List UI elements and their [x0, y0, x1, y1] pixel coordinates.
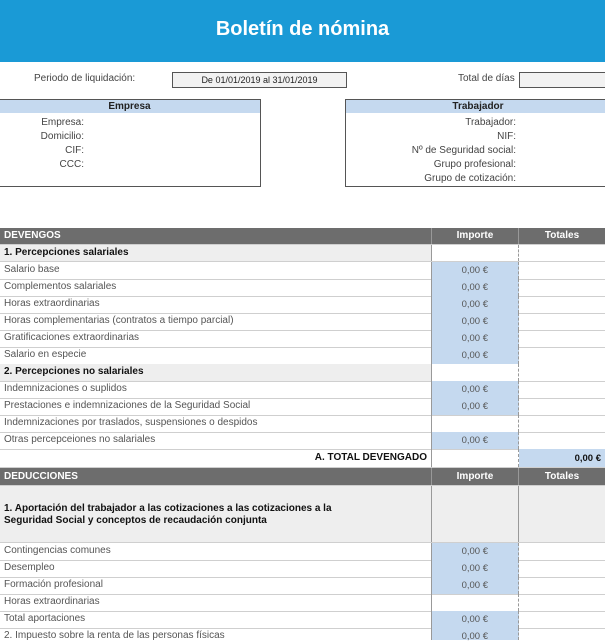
table-row	[0, 543, 605, 561]
trabajador-panel	[345, 99, 605, 187]
total-devengado-row	[0, 449, 605, 468]
table-row	[0, 279, 605, 297]
row-label: Horas complementarias (contratos a tiempo parcial)	[4, 315, 234, 326]
importe-cell[interactable]: 0,00 €	[461, 614, 488, 625]
importe-cell[interactable]: 0,00 €	[461, 401, 488, 412]
row-label: Total aportaciones	[4, 613, 86, 624]
section-row	[0, 486, 605, 543]
totales-col-header: Totales	[544, 471, 580, 482]
empresa-header: Empresa	[0, 100, 260, 113]
row-label: Salario base	[4, 264, 60, 275]
table-row	[0, 347, 605, 365]
total-devengado-label: A. TOTAL DEVENGADO	[314, 452, 427, 463]
periodo-field[interactable]: De 01/01/2019 al 31/01/2019	[172, 72, 347, 88]
table-row	[0, 594, 605, 612]
table-row	[0, 330, 605, 348]
trabajador-field-label: Trabajador:	[465, 117, 516, 128]
table-row	[0, 262, 605, 280]
table-row	[0, 560, 605, 578]
deducciones-header: DEDUCCIONES	[4, 471, 78, 482]
table-row	[0, 398, 605, 416]
row-label: Prestaciones e indemnizaciones de la Seguridad Social	[4, 400, 251, 411]
periodo-label: Periodo de liquidación:	[34, 73, 136, 84]
table-row	[0, 628, 605, 640]
nif-field-label: NIF:	[497, 131, 516, 142]
empresa-panel	[0, 99, 261, 187]
domicilio-field-label: Domicilio:	[40, 131, 84, 142]
row-label: 2. Impuesto sobre la renta de las personas físicas	[4, 630, 225, 641]
row-label: Horas extraordinarias	[4, 596, 100, 607]
section-label-line1: 1. Aportación del trabajador a las cotizaciones a las cotizaciones a la	[4, 503, 332, 514]
row-label: Contingencias comunes	[4, 545, 111, 556]
importe-cell[interactable]: 0,00 €	[461, 282, 488, 293]
trabajador-header: Trabajador	[346, 100, 605, 113]
total-dias-label: Total de días	[458, 73, 515, 84]
ccc-field-label: CCC:	[59, 159, 84, 170]
cif-field-label: CIF:	[65, 145, 84, 156]
devengos-header-row	[0, 228, 605, 245]
importe-cell[interactable]: 0,00 €	[461, 350, 488, 361]
row-label: Indemnizaciones por traslados, suspensiones o despidos	[4, 417, 258, 428]
row-label: Otras percepceiones no salariales	[4, 434, 156, 445]
importe-cell[interactable]: 0,00 €	[461, 546, 488, 557]
importe-cell[interactable]: 0,00 €	[461, 563, 488, 574]
deducciones-header-row	[0, 468, 605, 486]
section-label: 1. Percepciones salariales	[4, 247, 129, 258]
importe-cell[interactable]: 0,00 €	[461, 316, 488, 327]
importe-col-header: Importe	[456, 230, 494, 241]
table-row	[0, 296, 605, 314]
importe-cell[interactable]: 0,00 €	[461, 435, 488, 446]
table-row	[0, 611, 605, 629]
grupo-cotizacion-label: Grupo de cotización:	[424, 173, 516, 184]
empresa-field-label: Empresa:	[41, 117, 84, 128]
page-title: Boletín de nómina	[215, 18, 390, 40]
totales-col-header: Totales	[544, 230, 580, 241]
row-label: Formación profesional	[4, 579, 103, 590]
section-row	[0, 245, 605, 262]
total-devengado-value[interactable]: 0,00 €	[574, 453, 601, 464]
nss-field-label: Nº de Seguridad social:	[411, 145, 516, 156]
row-label: Gratificaciones extraordinarias	[4, 332, 140, 343]
row-label: Salario en especie	[4, 349, 87, 360]
importe-cell[interactable]: 0,00 €	[461, 333, 488, 344]
section-label-line2: Seguridad Social y conceptos de recaudación conjunta	[4, 515, 267, 526]
row-label: Complementos salariales	[4, 281, 117, 292]
section-label: 2. Percepciones no salariales	[4, 366, 144, 377]
devengos-header: DEVENGOS	[4, 230, 61, 241]
table-row	[0, 577, 605, 595]
row-label: Desempleo	[4, 562, 55, 573]
row-label: Indemnizaciones o suplidos	[4, 383, 127, 394]
table-row	[0, 415, 605, 433]
table-row	[0, 432, 605, 450]
table-row	[0, 381, 605, 399]
importe-cell[interactable]: 0,00 €	[461, 299, 488, 310]
importe-cell[interactable]: 0,00 €	[461, 384, 488, 395]
section-row	[0, 364, 605, 382]
row-label: Horas extraordinarias	[4, 298, 100, 309]
importe-col-header: Importe	[456, 471, 494, 482]
importe-cell[interactable]: 0,00 €	[461, 580, 488, 591]
total-dias-field[interactable]	[519, 72, 605, 88]
importe-cell[interactable]: 0,00 €	[461, 265, 488, 276]
grupo-profesional-label: Grupo profesional:	[433, 159, 516, 170]
table-row	[0, 313, 605, 331]
importe-cell[interactable]: 0,00 €	[461, 631, 488, 642]
